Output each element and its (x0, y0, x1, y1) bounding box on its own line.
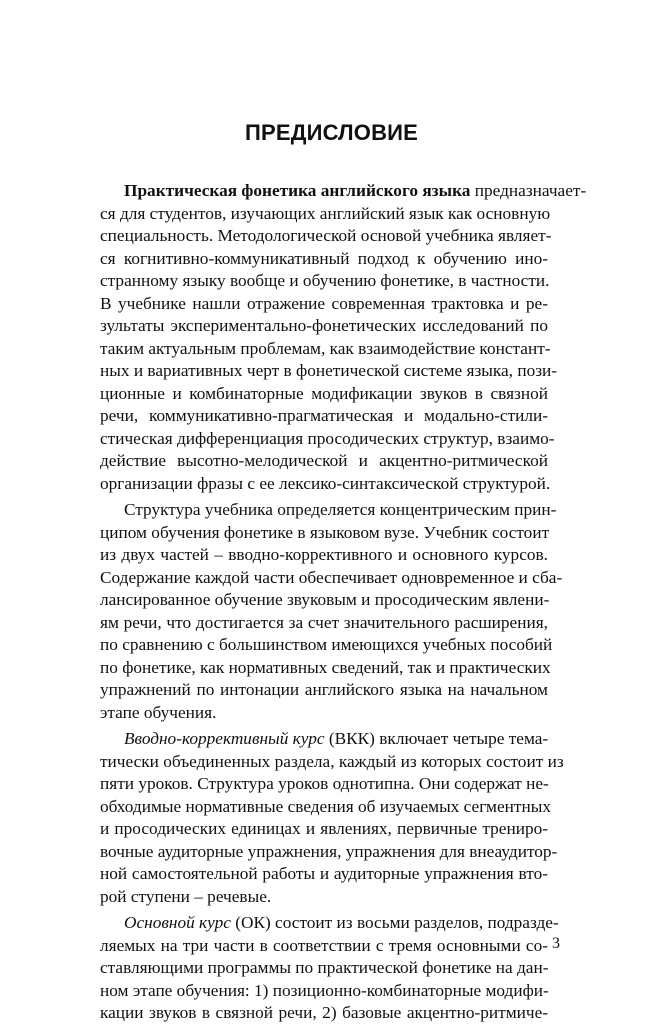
course-name-emphasis: Вводно-коррективный курс (124, 729, 325, 748)
text-line: ставляющими программы по практической фонетике на дан- (100, 958, 549, 977)
text-line: ся для студентов, изучающих английский язык как основную (100, 203, 551, 223)
text-line: Практическая фонетика английского языка предназначает- (124, 181, 587, 200)
preface-text (100, 180, 587, 1025)
text-line: по сравнению с большинством имеющихся учебных пособий (100, 635, 553, 654)
text-line: ной самостоятельной работы и аудиторные упражнения вто- (100, 864, 548, 883)
text-line: вочные аудиторные упражнения, упражнения для внеаудитор- (100, 841, 558, 861)
text-line: ционные и комбинаторные модификации звуков в связной (100, 383, 548, 403)
text-line: ципом обучения фонетике в языковом вузе. Учебник состоит (100, 522, 550, 542)
text-line: В учебнике нашли отражение современная трактовка и ре- (100, 293, 548, 313)
text-line: ляемых на три части в соответствии с тремя основными со- (100, 935, 548, 955)
text-line: действие высотно-мелодической и акцентно-ритмической (100, 451, 548, 470)
text-line: Основной курс (ОК) состоит из восьми разделов, подразде- (124, 913, 559, 932)
text-line: стическая дифференциация просодических структур, взаимо- (100, 428, 555, 448)
text-line: этапе обучения. (100, 702, 217, 722)
text-line: по фонетике, как нормативных сведений, так и практических (100, 657, 551, 677)
text-line: речи, коммуникативно-прагматическая и модально-стили- (100, 406, 548, 425)
text-line: тически объединенных раздела, каждый из которых состоит из (100, 751, 564, 771)
text-line: ся когнитивно-коммуникативный подход к обучению ино- (100, 248, 548, 268)
text-line: ям речи, что достигается за счет значительного расширения, (100, 612, 548, 632)
text-line: ном этапе обучения: 1) позиционно-комбинаторные модифи- (100, 980, 549, 1000)
text-line: специальность. Методологической основой учебника являет- (100, 226, 552, 245)
text-line: из двух частей – вводно-коррективного и основного курсов. (100, 545, 548, 564)
page-number: 3 (552, 935, 560, 952)
text-line: лансированное обучение звуковым и просодическим явлени- (100, 590, 550, 609)
text-line: ных и вариативных черт в фонетической системе языка, пози- (100, 361, 558, 380)
text-line: зультаты экспериментально-фонетических исследований по (100, 316, 548, 335)
page-title: ПРЕДИСЛОВИЕ (244, 120, 419, 145)
text-line: пяти уроков. Структура уроков однотипна. Они содержат не- (100, 774, 549, 793)
text-line: Вводно-коррективный курс (ВКК) включает четыре тема- (124, 729, 549, 748)
text-line: упражнений по интонации английского языка на начальном (100, 680, 548, 699)
text-line: странному языку вообще и обучению фонетике, в частности. (100, 271, 550, 290)
text-line: организации фразы с ее лексико-синтаксической структурой. (100, 473, 551, 493)
text-line: Содержание каждой части обеспечивает одновременное и сба- (100, 567, 563, 587)
book-title-emphasis: Практическая фонетика английского языка (124, 181, 471, 200)
course-name-emphasis: Основной курс (124, 913, 231, 932)
text-line: и просодических единицах и явлениях, первичные трениро- (100, 819, 548, 838)
text-line: таким актуальным проблемам, как взаимодействие констант- (100, 338, 551, 358)
text-line: обходимые нормативные сведения об изучаемых сегментных (100, 796, 551, 816)
text-line: кации звуков в связной речи, 2) базовые акцентно-ритмиче- (100, 1003, 548, 1022)
text-line: рой ступени – речевые. (100, 886, 272, 906)
text-line: Структура учебника определяется концентрическим прин- (124, 500, 557, 519)
